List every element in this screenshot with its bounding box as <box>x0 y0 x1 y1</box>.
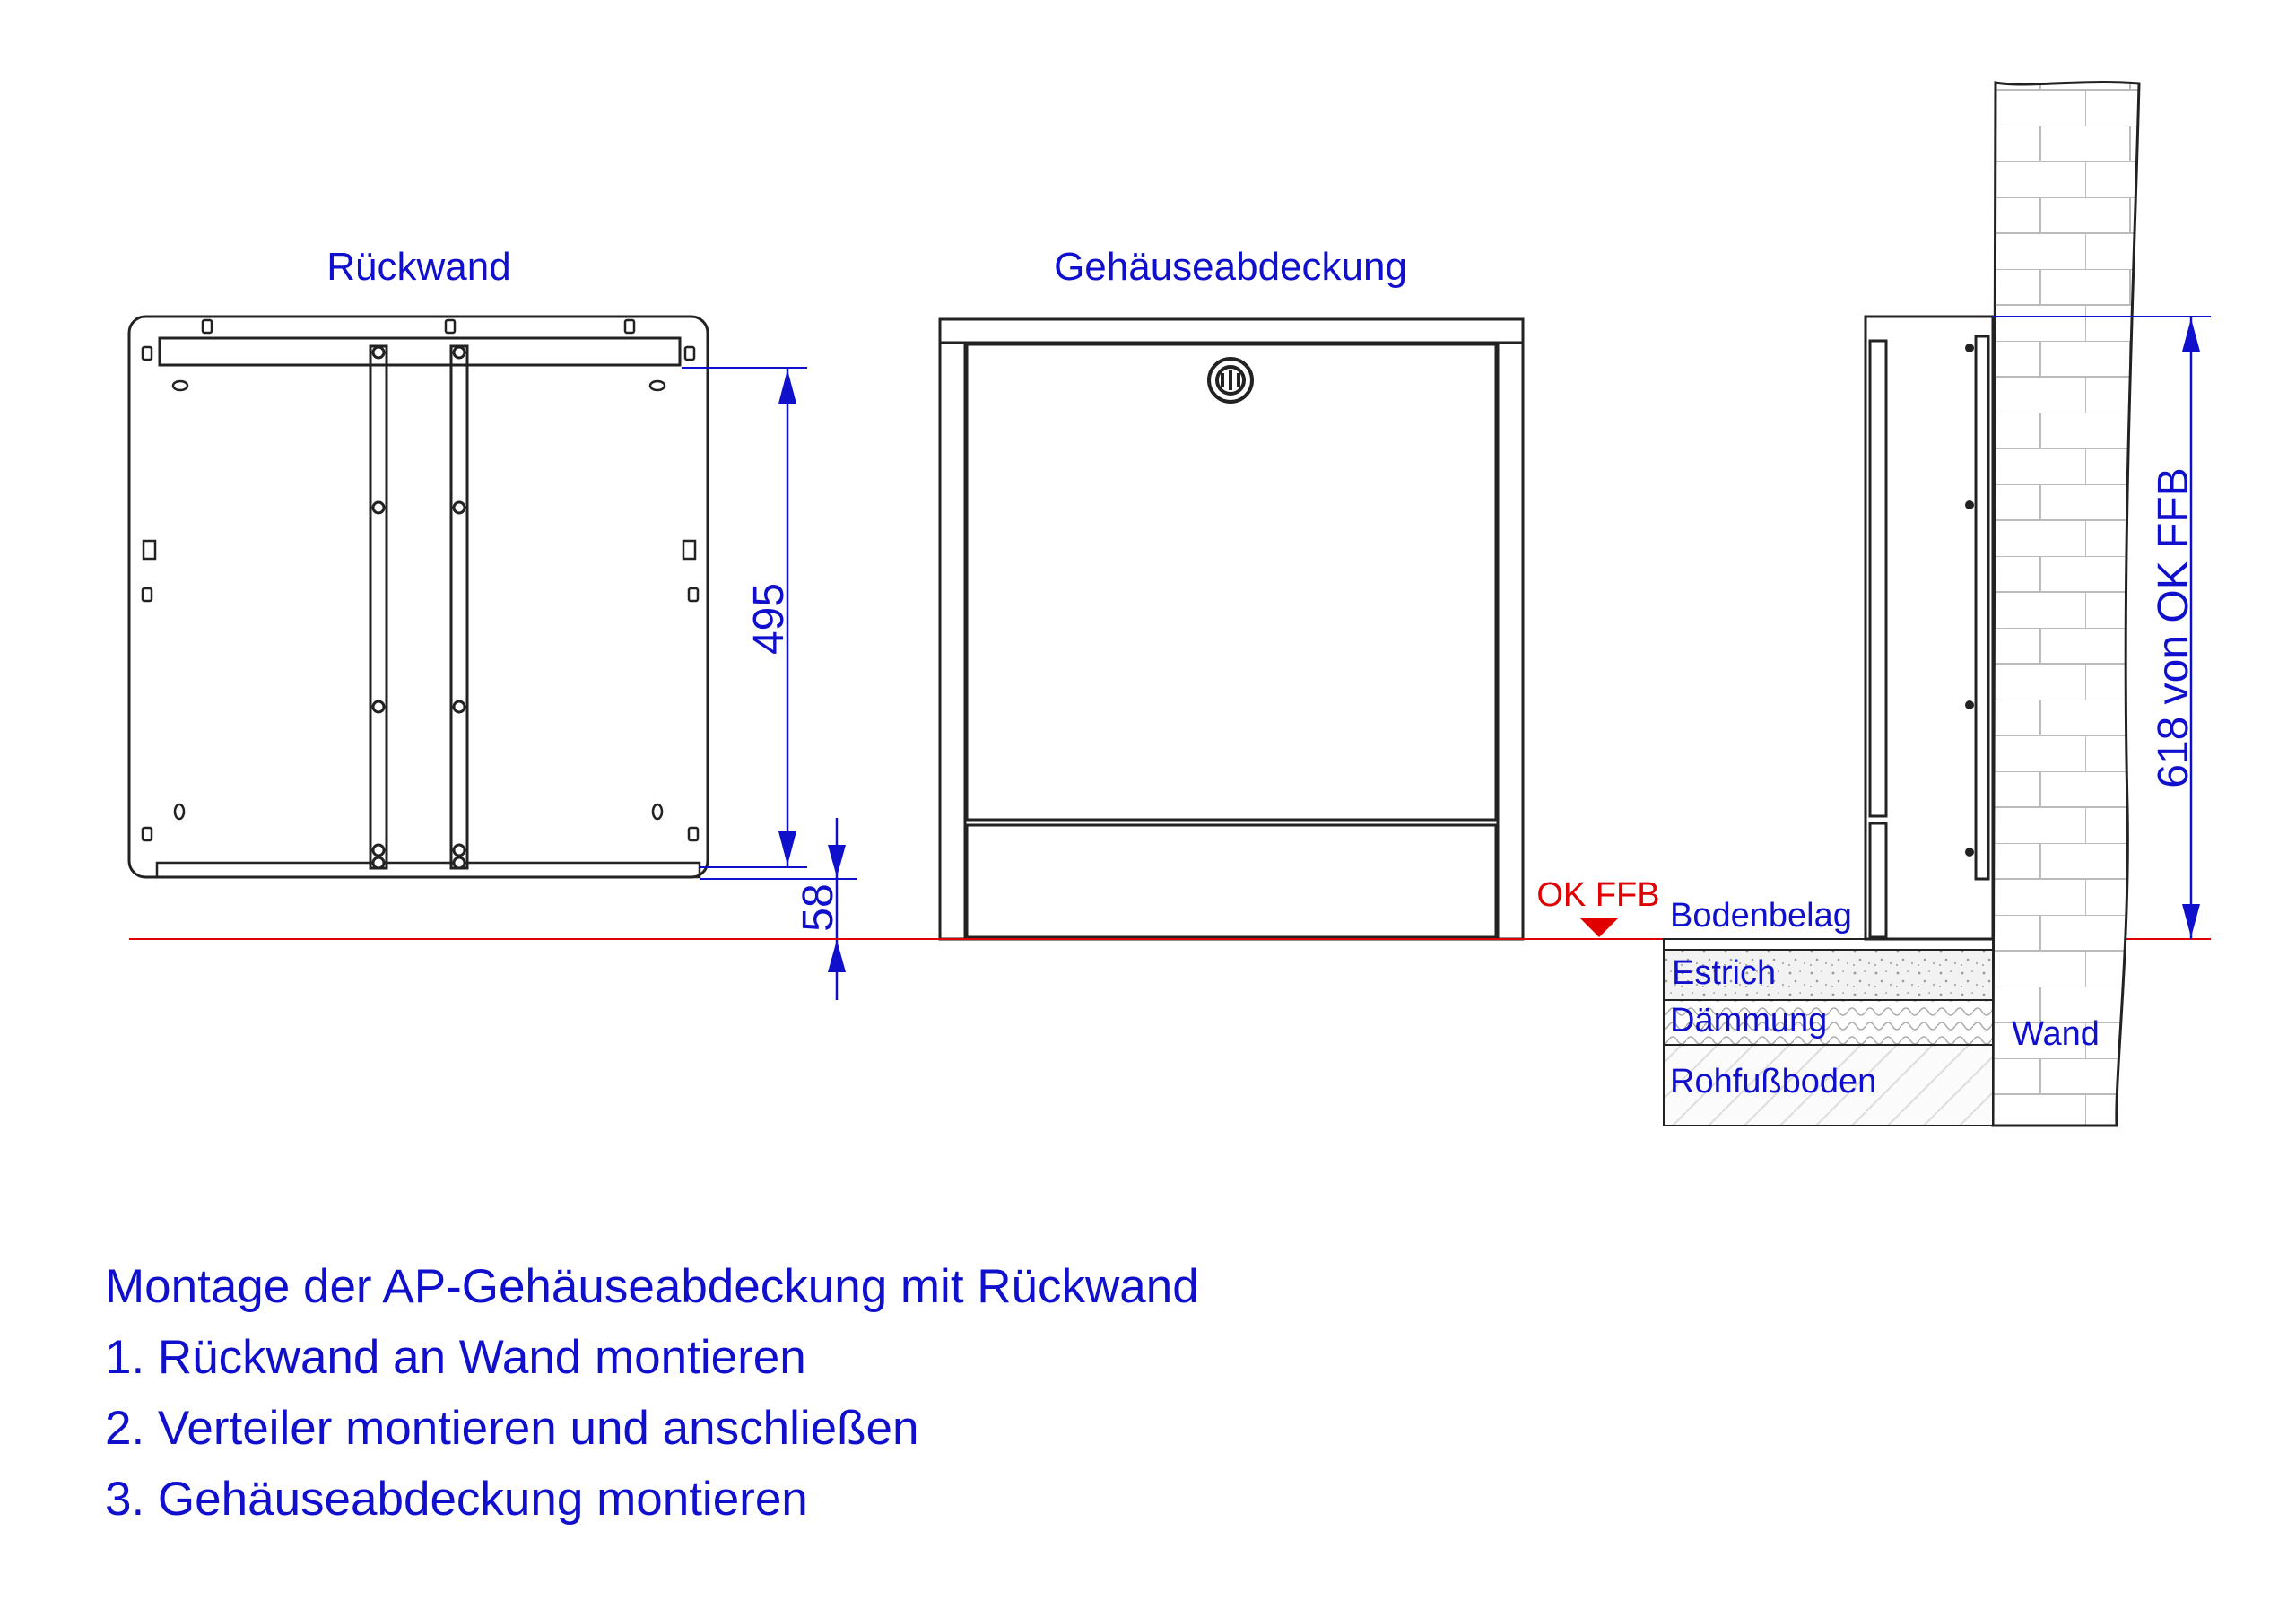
back-panel-outline <box>129 317 708 877</box>
keyhole-slots <box>143 320 698 840</box>
dimension-58-label: 58 <box>795 883 842 932</box>
label-rohfussboden: Rohfußboden <box>1670 1063 1877 1100</box>
instructions-title: Montage der AP-Gehäuseabdeckung mit Rückwand <box>105 1260 1199 1313</box>
back-panel-title: Rückwand <box>326 245 511 289</box>
label-bodenbelag: Bodenbelag <box>1670 897 1852 935</box>
cover-frame <box>940 319 1523 939</box>
dimension-495 <box>682 368 807 867</box>
mounting-rail-right <box>451 346 467 868</box>
instruction-step-1: 1. Rückwand an Wand montieren <box>105 1331 806 1384</box>
brick-wall <box>1993 83 2139 1126</box>
ok-ffb-label: OK FFB <box>1536 876 1660 914</box>
back-panel-view <box>129 245 708 877</box>
cover-door <box>967 344 1496 820</box>
layer-floor-covering <box>1664 939 1993 950</box>
back-panel-top-rail <box>160 338 680 365</box>
installation-instructions <box>105 1251 1199 1535</box>
dimension-618-label: 618 von OK FFB <box>2150 467 2197 788</box>
dimension-58 <box>700 818 857 1000</box>
cover-title: Gehäuseabdeckung <box>1054 245 1407 289</box>
cover-view <box>940 245 1523 939</box>
ok-ffb-marker <box>1579 918 1619 937</box>
dimension-495-label: 495 <box>745 582 793 656</box>
lock-icon <box>1209 359 1252 402</box>
label-daemmung: Dämmung <box>1670 1002 1828 1039</box>
cabinet-side-profile <box>1866 317 1993 939</box>
side-section-view <box>1664 83 2139 1126</box>
cover-base-panel <box>967 825 1496 937</box>
wall-label: Wand <box>2012 1015 2100 1053</box>
back-panel-bottom-rail <box>157 863 700 877</box>
instruction-step-3: 3. Gehäuseabdeckung montieren <box>105 1473 808 1526</box>
mounting-rail-left <box>370 346 387 868</box>
instruction-step-2: 2. Verteiler montieren und anschließen <box>105 1402 919 1455</box>
label-estrich: Estrich <box>1672 954 1777 992</box>
